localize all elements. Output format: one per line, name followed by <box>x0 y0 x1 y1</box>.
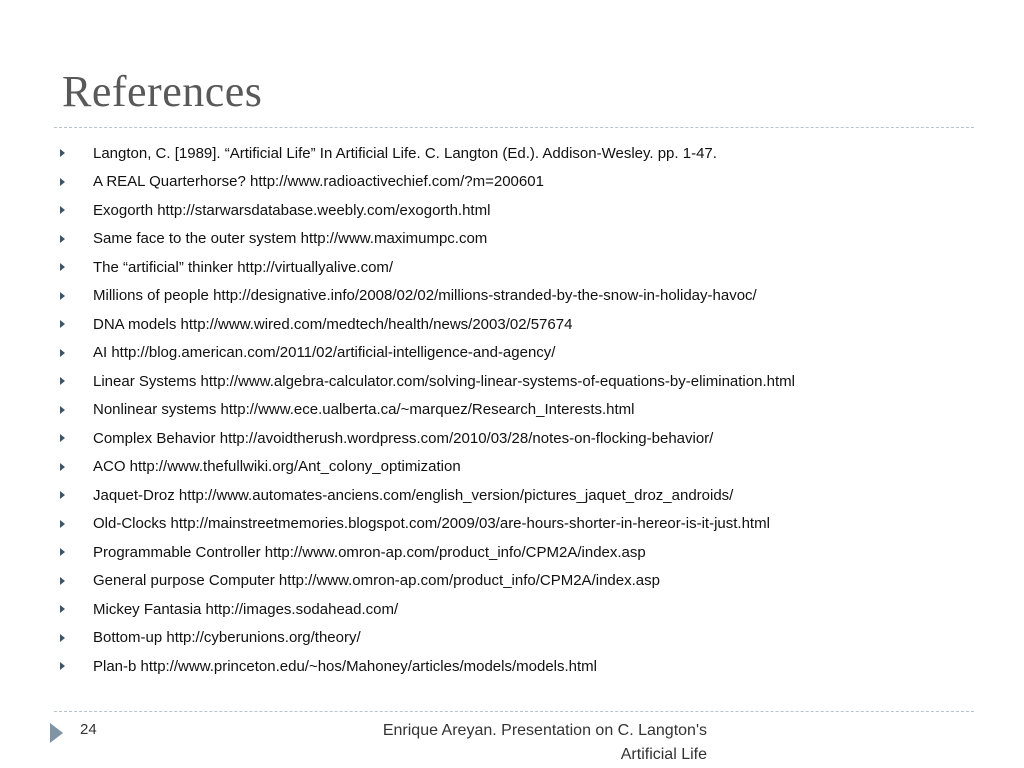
reference-text: DNA models http://www.wired.com/medtech/health/news/2003/02/57674 <box>93 315 573 333</box>
list-item <box>56 396 1006 425</box>
triangle-bullet-icon <box>60 377 65 385</box>
reference-list <box>56 139 1006 681</box>
triangle-bullet-icon <box>60 662 65 670</box>
triangle-bullet-icon <box>60 463 65 471</box>
list-item <box>56 139 1006 168</box>
list-item <box>56 481 1006 510</box>
reference-text: Complex Behavior http://avoidtherush.wordpress.com/2010/03/28/notes-on-flocking-behavior/ <box>93 429 714 447</box>
list-item <box>56 652 1006 681</box>
reference-text: Programmable Controller http://www.omron-ap.com/product_info/CPM2A/index.asp <box>93 543 646 561</box>
list-item <box>56 510 1006 539</box>
list-item <box>56 567 1006 596</box>
list-item <box>56 310 1006 339</box>
reference-text: Plan-b http://www.princeton.edu/~hos/Mahoney/articles/models/models.html <box>93 657 598 675</box>
triangle-bullet-icon <box>60 349 65 357</box>
list-item <box>56 538 1006 567</box>
reference-text: Mickey Fantasia http://images.sodahead.com/ <box>93 600 399 618</box>
footer-line-2: Artificial Life <box>620 746 707 763</box>
reference-text: Millions of people http://designative.info/2008/02/02/millions-stranded-by-the-snow-in-holiday-havoc/ <box>93 287 757 305</box>
reference-text: Exogorth http://starwarsdatabase.weebly.com/exogorth.html <box>93 201 491 219</box>
list-item <box>56 282 1006 311</box>
footer-caption <box>330 719 707 767</box>
reference-text: Langton, C. [1989]. “Artificial Life” In Artificial Life. C. Langton (Ed.). Addison-Wesley. pp. 1-47. <box>93 144 717 162</box>
footer-divider <box>54 711 974 712</box>
list-item <box>56 225 1006 254</box>
reference-text: Old-Clocks http://mainstreetmemories.blogspot.com/2009/03/are-hours-shorter-in-hereor-is-it-just.html <box>93 515 770 533</box>
reference-text: Linear Systems http://www.algebra-calculator.com/solving-linear-systems-of-equations-by-elimination.html <box>93 372 795 390</box>
triangle-bullet-icon <box>60 406 65 414</box>
triangle-bullet-icon <box>60 491 65 499</box>
triangle-bullet-icon <box>60 320 65 328</box>
triangle-bullet-icon <box>60 548 65 556</box>
list-item <box>56 196 1006 225</box>
reference-text: The “artificial” thinker http://virtuallyalive.com/ <box>93 258 394 276</box>
reference-text: Nonlinear systems http://www.ece.ualberta.ca/~marquez/Research_Interests.html <box>93 401 635 419</box>
triangle-bullet-icon <box>60 206 65 214</box>
triangle-bullet-icon <box>60 634 65 642</box>
triangle-bullet-icon <box>60 434 65 442</box>
slide-title: References <box>62 67 263 116</box>
list-item <box>56 424 1006 453</box>
list-item <box>56 624 1006 653</box>
footer-line-1: Enrique Areyan. Presentation on C. Langton's <box>382 722 707 739</box>
title-divider <box>54 127 974 128</box>
reference-text: General purpose Computer http://www.omron-ap.com/product_info/CPM2A/index.asp <box>93 572 660 590</box>
triangle-bullet-icon <box>60 520 65 528</box>
list-item <box>56 253 1006 282</box>
list-item <box>56 367 1006 396</box>
list-item <box>56 339 1006 368</box>
list-item <box>56 595 1006 624</box>
triangle-bullet-icon <box>60 577 65 585</box>
triangle-bullet-icon <box>60 149 65 157</box>
reference-text: ACO http://www.thefullwiki.org/Ant_colony_optimization <box>93 458 461 476</box>
triangle-bullet-icon <box>60 235 65 243</box>
reference-text: Jaquet-Droz http://www.automates-anciens.com/english_version/pictures_jaquet_droz_androids/ <box>93 486 734 504</box>
triangle-bullet-icon <box>60 292 65 300</box>
footer-arrow-icon <box>50 723 63 743</box>
reference-text: Same face to the outer system http://www.maximumpc.com <box>93 230 488 248</box>
reference-text: A REAL Quarterhorse? http://www.radioactivechief.com/?m=200601 <box>93 173 544 191</box>
triangle-bullet-icon <box>60 178 65 186</box>
page-number: 24 <box>80 721 97 738</box>
reference-text: AI http://blog.american.com/2011/02/artificial-intelligence-and-agency/ <box>93 344 556 362</box>
list-item <box>56 168 1006 197</box>
triangle-bullet-icon <box>60 605 65 613</box>
reference-text: Bottom-up http://cyberunions.org/theory/ <box>93 629 361 647</box>
triangle-bullet-icon <box>60 263 65 271</box>
list-item <box>56 453 1006 482</box>
